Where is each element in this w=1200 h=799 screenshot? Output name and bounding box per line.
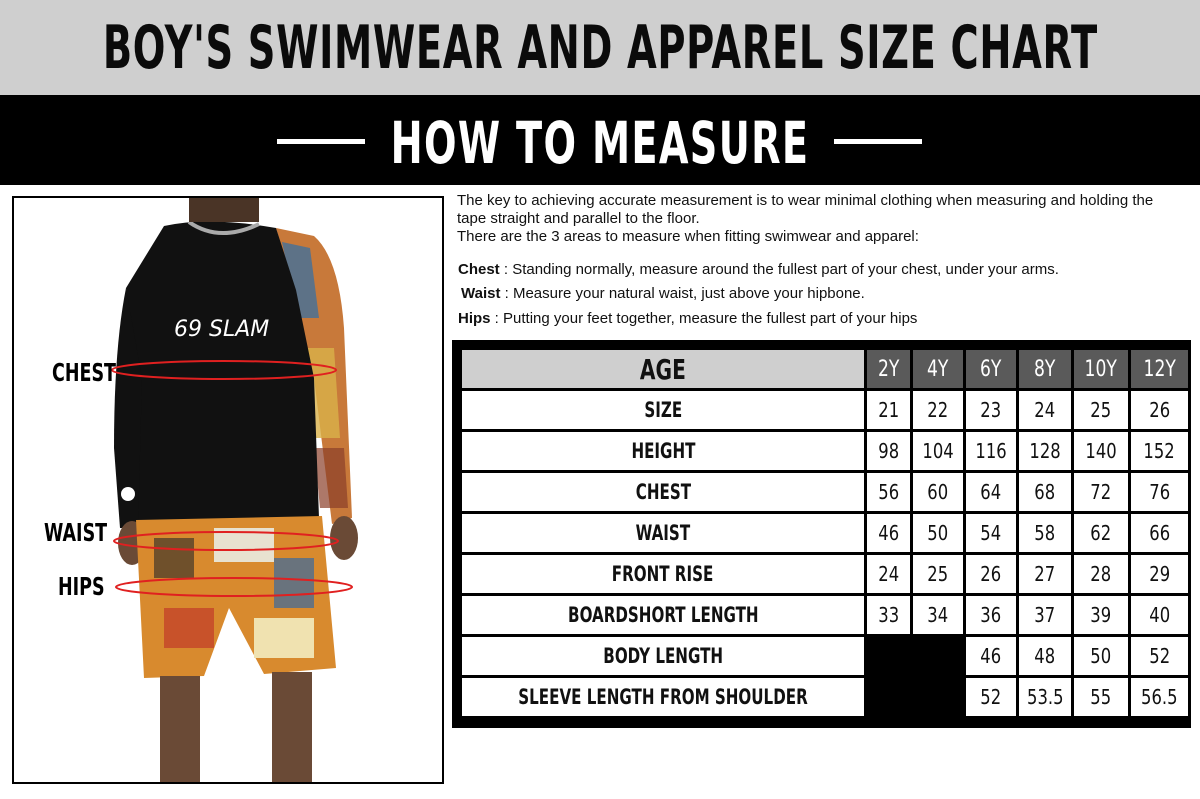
table-cell: 52 [1131, 637, 1188, 675]
chest-label: CHEST [52, 358, 116, 387]
row-label: HEIGHT [462, 432, 864, 470]
age-col: 4Y [913, 350, 963, 388]
area-term: Chest [458, 261, 500, 278]
table-cell: 25 [913, 555, 963, 593]
area-hips [458, 310, 917, 327]
table-cell: 36 [966, 596, 1016, 634]
row-label: SLEEVE LENGTH FROM SHOULDER [462, 678, 864, 716]
table-cell: 53.5 [1019, 678, 1071, 716]
age-col: 8Y [1019, 350, 1071, 388]
table-cell: 58 [1019, 514, 1071, 552]
age-col: 10Y [1074, 350, 1128, 388]
table-row [462, 596, 1188, 634]
table-row [462, 473, 1188, 511]
table-row [462, 678, 1188, 716]
hips-label: HIPS [58, 572, 105, 601]
age-col: 12Y [1131, 350, 1188, 388]
instructions-line-2: There are the 3 areas to measure when fitting swimwear and apparel: [457, 228, 919, 245]
row-label: WAIST [462, 514, 864, 552]
table-cell: 52 [966, 678, 1016, 716]
page-subtitle: HOW TO MEASURE [390, 109, 810, 177]
table-cell: 22 [913, 391, 963, 429]
table-cell: 25 [1074, 391, 1128, 429]
area-term: Waist [461, 285, 501, 302]
table-cell: 64 [966, 473, 1016, 511]
title-banner [0, 0, 1200, 95]
age-col: 6Y [966, 350, 1016, 388]
table-cell: 28 [1074, 555, 1128, 593]
table-cell: 40 [1131, 596, 1188, 634]
table-cell: 72 [1074, 473, 1128, 511]
row-label: BODY LENGTH [462, 637, 864, 675]
table-cell: 26 [1131, 391, 1188, 429]
table-cell: 152 [1131, 432, 1188, 470]
table-row [462, 637, 1188, 675]
table-cell: 116 [966, 432, 1016, 470]
table-cell: 27 [1019, 555, 1071, 593]
table-cell: 21 [867, 391, 910, 429]
table-row [462, 432, 1188, 470]
table-cell-empty [913, 678, 963, 716]
table-cell-empty [867, 678, 910, 716]
model-photo-panel [12, 196, 444, 784]
table-cell-empty [913, 637, 963, 675]
instructions-line-1: The key to achieving accurate measurement is to wear minimal clothing when measuring and holding the tape straight and parallel to the floor. [457, 192, 1154, 227]
table-cell: 55 [1074, 678, 1128, 716]
shirt-logo-text: 69 SLAM [174, 317, 270, 342]
table-cell: 37 [1019, 596, 1071, 634]
row-label: FRONT RISE [462, 555, 864, 593]
age-col: 2Y [867, 350, 910, 388]
table-cell: 48 [1019, 637, 1071, 675]
subtitle-right-rule [834, 139, 922, 144]
table-cell: 46 [867, 514, 910, 552]
area-text: : Standing normally, measure around the fullest part of your chest, under your arms. [499, 261, 1059, 278]
table-cell: 26 [966, 555, 1016, 593]
table-cell: 98 [867, 432, 910, 470]
table-row [462, 391, 1188, 429]
table-cell: 140 [1074, 432, 1128, 470]
table-cell: 39 [1074, 596, 1128, 634]
table-cell: 24 [1019, 391, 1071, 429]
row-label: CHEST [462, 473, 864, 511]
table-cell: 50 [1074, 637, 1128, 675]
table-cell: 56.5 [1131, 678, 1188, 716]
subtitle-left-rule [277, 139, 365, 144]
area-waist [461, 285, 865, 302]
table-cell: 60 [913, 473, 963, 511]
row-label: BOARDSHORT LENGTH [462, 596, 864, 634]
table-cell: 128 [1019, 432, 1071, 470]
age-header: AGE [462, 350, 864, 388]
table-cell-empty [867, 637, 910, 675]
table-header-row [462, 350, 1188, 388]
table-cell: 24 [867, 555, 910, 593]
table-cell: 50 [913, 514, 963, 552]
size-chart-table [452, 340, 1191, 728]
model-illustration [14, 198, 444, 784]
table-cell: 62 [1074, 514, 1128, 552]
area-text: : Putting your feet together, measure the fullest part of your hips [490, 310, 918, 327]
table-cell: 56 [867, 473, 910, 511]
table-cell: 23 [966, 391, 1016, 429]
table-cell: 33 [867, 596, 910, 634]
page-title: BOY'S SWIMWEAR AND APPAREL SIZE CHART [102, 12, 1098, 83]
table-cell: 29 [1131, 555, 1188, 593]
area-term: Hips [458, 310, 491, 327]
table-cell: 66 [1131, 514, 1188, 552]
table-cell: 68 [1019, 473, 1071, 511]
table-cell: 34 [913, 596, 963, 634]
table-cell: 46 [966, 637, 1016, 675]
row-label: SIZE [462, 391, 864, 429]
area-text: : Measure your natural waist, just above your hipbone. [500, 285, 865, 302]
waist-label: WAIST [44, 518, 108, 547]
table-cell: 54 [966, 514, 1016, 552]
table-cell: 104 [913, 432, 963, 470]
subtitle-banner [0, 95, 1200, 185]
area-chest [458, 261, 1059, 278]
table-row [462, 555, 1188, 593]
table-row [462, 514, 1188, 552]
measure-instructions [457, 192, 1157, 246]
table-cell: 76 [1131, 473, 1188, 511]
